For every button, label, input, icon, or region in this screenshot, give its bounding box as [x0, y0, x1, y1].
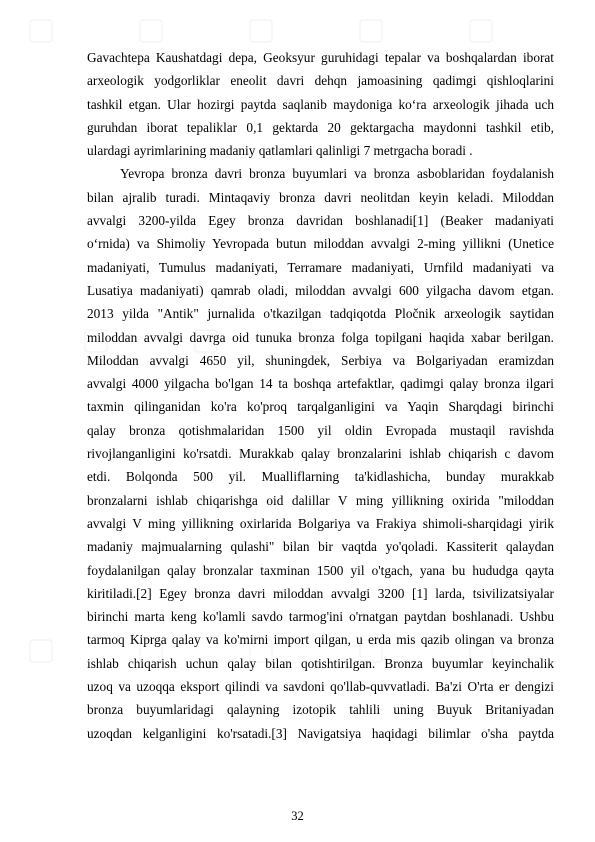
body-text — [87, 46, 554, 745]
text-line: madaniyati, Tumulus madaniyati, Terramare madaniyati, Urnfild madaniyati va — [87, 259, 554, 275]
text-line: Miloddan avvalgi 4650 yil, shuningdek, Serbiya va Bolgariyadan eramizdan — [87, 352, 554, 368]
text-line: ulardagi ayrimlarining madaniy qatlamlari qalinligi 7 metrgacha boradi . — [87, 143, 473, 159]
text-line: bronza buyumlaridagi qalayning izotopik tahlili uning Buyuk Britaniyadan — [87, 702, 554, 718]
text-line: ishlab chiqarish uchun qalay bilan qotishtirilgan. Bronza buyumlar keyinchalik — [87, 655, 554, 671]
page-number: 32 — [291, 809, 304, 823]
text-line: bronzalarni ishlab chiqarishga oid dalillar V ming yillikning oxirida "miloddan — [87, 492, 554, 508]
text-line: tashkil etgan. Ular hozirgi paytda saqlanib maydoniga ko‘ra arxeologik jihada uch — [87, 96, 554, 112]
text-line: guruhdan iborat tepaliklar 0,1 gektarda 20 gektargacha maydonni tashkil etib, — [87, 119, 554, 135]
text-line: Yevropa bronza davri bronza buyumlari va bronza asboblaridan foydalanish — [120, 166, 554, 182]
text-line: rivojlanganligini ko'rsatdi. Murakkab qalay bronzalarini ishlab chiqarish c davom — [87, 446, 554, 462]
text-line: 2013 yilda "Antik" jurnalida o'tkazilgan tadqiqotda Pločnik arxeologik saytidan — [87, 306, 554, 322]
text-line: qalay bronza qotishmalaridan 1500 yil oldin Evropada mustaqil ravishda — [87, 422, 554, 438]
text-line: etdi. Bolqonda 500 yil. Mualliflarning ta'kidlashicha, bunday murakkab — [87, 469, 554, 485]
text-line: uzoqdan kelganligini ko'rsatadi.[3] Navigatsiya haqidagi bilimlar o'sha paytda — [87, 725, 554, 741]
text-line: avvalgi 4000 yilgacha bo'lgan 14 ta boshqa artefaktlar, qadimgi qalay bronza ilgari — [87, 376, 554, 392]
text-line: birinchi marta keng ko'lamli savdo tarmog'ini o'rnatgan paytdan boshlanadi. Ushbu — [87, 609, 554, 625]
text-line: bilan ajralib turadi. Mintaqaviy bronza davri neolitdan keyin keladi. Miloddan — [87, 189, 554, 205]
text-line: taxmin qilinganidan ko'ra ko'proq tarqalganligini va Yaqin Sharqdagi birinchi — [87, 399, 554, 415]
text-line: uzoq va uzoqqa eksport qilindi va savdoni qo'llab-quvvatladi. Ba'zi O'rta er dengizi — [87, 679, 554, 695]
text-line: arxeologik yodgorliklar eneolit davri dehqn jamoasining qadimgi qishloqlarini — [87, 73, 554, 89]
text-line: madaniy majmualarning qulashi" bilan bir vaqtda yo'qoladi. Kassiterit qalaydan — [87, 539, 554, 555]
text-line: Lusatiya madaniyati) qamrab oladi, miloddan avvalgi 600 yilgacha davom etgan. — [87, 282, 554, 298]
text-line: kiritiladi.[2] Egey bronza davri miloddan avvalgi 3200 [1] larda, tsivilizatsiyalar — [87, 585, 554, 601]
text-line: Gavachtepa Kaushatdagi depa, Geoksyur guruhidagi tepalar va boshqalardan iborat — [87, 50, 554, 65]
text-line: avvalgi 3200-yilda Egey bronza davridan boshlanadi[1] (Beaker madaniyati — [87, 213, 554, 229]
text-line: miloddan avvalgi davrga oid tunuka bronza folga topilgani haqida xabar berilgan. — [87, 329, 554, 345]
text-line: tarmoq Kiprga qalay va ko'mirni import qilgan, u erda mis qazib olingan va bronza — [87, 632, 554, 648]
text-line: o‘rnida) va Shimoliy Yevropada butun miloddan avvalgi 2-ming yillikni (Unetice — [87, 236, 554, 252]
text-line: avvalgi V ming yillikning oxirlarida Bolgariya va Frakiya shimoli-sharqidagi yirik — [87, 515, 554, 531]
text-line: foydalanilgan qalay bronzalar taxminan 1500 yil o'tgach, yana bu hududga qayta — [87, 562, 554, 578]
